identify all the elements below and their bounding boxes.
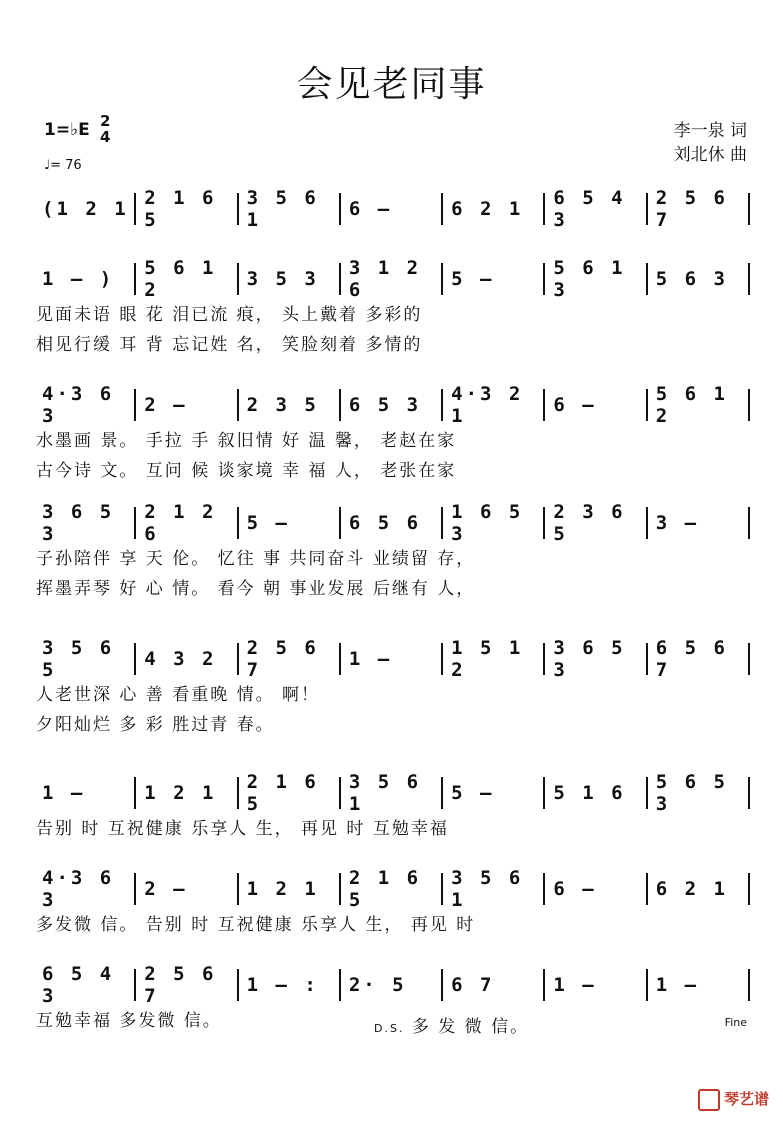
notation-system — [34, 187, 750, 231]
measure: 1 – ) — [34, 263, 136, 295]
lyric-line: 夕阳灿烂 多 彩 胜过青 春。 — [36, 715, 275, 735]
measure: 3 5 6 1 — [341, 777, 443, 809]
lyric-line: 多发微 信。 告别 时 互祝健康 乐享人 生， 再见 时 — [36, 915, 476, 935]
measure: 6 7 — [443, 969, 545, 1001]
measure: 4·3 2 1 — [443, 389, 545, 421]
measure: 6 2 1 — [648, 873, 750, 905]
measure: 1 5 1 2 — [443, 643, 545, 675]
lyric-line: 互勉幸福 多发微 信。 — [36, 1011, 222, 1031]
measure: 4·3 6 3 — [34, 873, 136, 905]
measure: 5 – — [239, 507, 341, 539]
lyric-line: 人老世深 心 善 看重晚 情。 啊！ — [36, 685, 321, 705]
measure: 2 1 6 5 — [136, 193, 238, 225]
lyricist-credit: 李一泉 词 — [673, 121, 747, 141]
notation-system — [34, 771, 750, 815]
time-signature-bottom: 4 — [100, 128, 111, 146]
measure: 5 6 1 3 — [545, 263, 647, 295]
notation-system — [34, 637, 750, 681]
measure: 2 3 5 — [239, 389, 341, 421]
song-title: 会见老同事 — [296, 64, 487, 105]
measure: 2 – — [136, 389, 238, 421]
measure: 3 5 6 5 — [34, 643, 136, 675]
measure: 5 – — [443, 263, 545, 295]
measure: 5 – — [443, 777, 545, 809]
measure: 5 1 6 — [545, 777, 647, 809]
notation-system — [34, 963, 750, 1007]
measure: 2 – — [136, 873, 238, 905]
lyric-line: 水墨画 景。 手拉 手 叙旧情 好 温 馨， 老赵在家 — [36, 431, 457, 451]
measure: 1 – : — [239, 969, 341, 1001]
ds-marking: D.S. — [374, 1022, 405, 1035]
measure: 6 5 6 7 — [648, 643, 750, 675]
composer-credit: 刘北休 曲 — [673, 145, 747, 165]
measure: 6 – — [341, 193, 443, 225]
time-signature-top: 2 — [100, 112, 111, 130]
measure: 3 5 6 1 — [239, 193, 341, 225]
measure: 1 – — [545, 969, 647, 1001]
measure: 2 5 6 7 — [648, 193, 750, 225]
measure: 6 2 1 — [443, 193, 545, 225]
measure: 6 5 6 — [341, 507, 443, 539]
fine-marking: Fine — [724, 1016, 747, 1029]
measure: 6 – — [545, 873, 647, 905]
measure: 2· 5 — [341, 969, 443, 1001]
measure: 5 6 1 2 — [136, 263, 238, 295]
measure: 2 1 6 5 — [341, 873, 443, 905]
measure: 5 6 1 2 — [648, 389, 750, 421]
notation-system — [34, 257, 750, 301]
measure: 1 – — [34, 777, 136, 809]
coda-lyric — [374, 1012, 529, 1037]
lyric-line: 相见行缓 耳 背 忘记姓 名， 笑脸刻着 多情的 — [36, 335, 423, 355]
measure: 5 6 5 3 — [648, 777, 750, 809]
measure: 1 2 1 — [136, 777, 238, 809]
measure: 3 6 5 3 — [34, 507, 136, 539]
coda-lyric-text: 多 发 微 信。 — [411, 1017, 530, 1037]
lyric-line: 子孙陪伴 享 天 伦。 忆往 事 共同奋斗 业绩留 存， — [36, 549, 476, 569]
notation-system — [34, 867, 750, 911]
measure: 2 1 6 5 — [239, 777, 341, 809]
measure: (1 2 1 — [34, 193, 136, 225]
measure: 3 5 6 1 — [443, 873, 545, 905]
lyric-line: 见面未语 眼 花 泪已流 痕， 头上戴着 多彩的 — [36, 305, 423, 325]
measure: 2 3 6 5 — [545, 507, 647, 539]
lyric-line: 告别 时 互祝健康 乐享人 生， 再见 时 互勉幸福 — [36, 819, 449, 839]
tempo-marking: ♩= 76 — [44, 158, 82, 173]
measure: 6 5 3 — [341, 389, 443, 421]
measure: 3 5 3 — [239, 263, 341, 295]
key-signature: 1=♭E — [44, 120, 90, 140]
measure: 1 6 5 3 — [443, 507, 545, 539]
lyric-line: 古今诗 文。 互问 候 谈家境 幸 福 人， 老张在家 — [36, 461, 457, 481]
measure: 3 1 2 6 — [341, 263, 443, 295]
measure: 2 5 6 7 — [136, 969, 238, 1001]
site-logo — [698, 1088, 769, 1111]
measure: 6 5 4 3 — [34, 969, 136, 1001]
measure: 4·3 6 3 — [34, 389, 136, 421]
notation-system — [34, 383, 750, 427]
notation-system — [34, 501, 750, 545]
logo-text: 琴艺谱 — [723, 1090, 769, 1108]
logo-icon — [698, 1089, 720, 1111]
measure: 1 2 1 — [239, 873, 341, 905]
measure: 3 – — [648, 507, 750, 539]
measure: 6 5 4 3 — [545, 193, 647, 225]
measure: 2 1 2 6 — [136, 507, 238, 539]
measure: 3 6 5 3 — [545, 643, 647, 675]
measure: 1 – — [648, 969, 750, 1001]
measure: 4 3 2 — [136, 643, 238, 675]
measure: 6 – — [545, 389, 647, 421]
measure: 2 5 6 7 — [239, 643, 341, 675]
time-signature — [100, 113, 110, 145]
measure: 5 6 3 — [648, 263, 750, 295]
measure: 1 – — [341, 643, 443, 675]
lyric-line: 挥墨弄琴 好 心 情。 看今 朝 事业发展 后继有 人， — [36, 579, 476, 599]
